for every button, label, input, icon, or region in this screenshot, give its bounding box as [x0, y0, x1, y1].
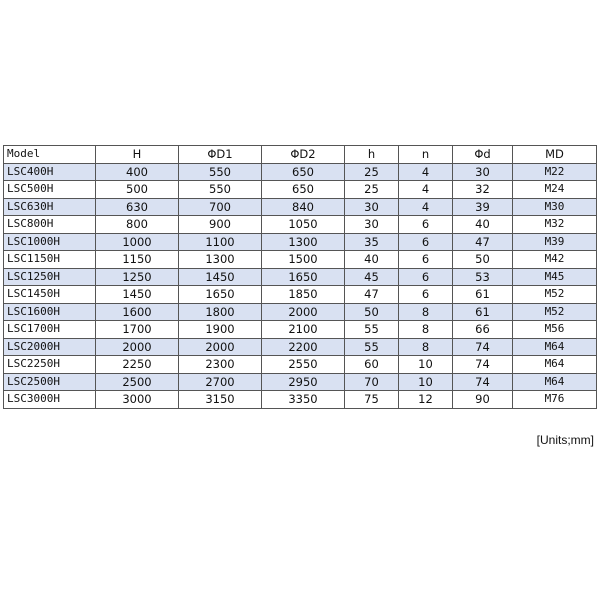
cell-h: 3000 — [96, 391, 179, 409]
units-note: [Units;mm] — [536, 433, 594, 447]
cell-md: M24 — [513, 181, 597, 199]
cell-d-hole: 66 — [453, 321, 513, 339]
cell-h-small: 50 — [345, 303, 399, 321]
cell-d2: 1300 — [262, 233, 345, 251]
cell-h-small: 40 — [345, 251, 399, 269]
cell-h: 630 — [96, 198, 179, 216]
cell-d2: 1650 — [262, 268, 345, 286]
cell-d2: 2100 — [262, 321, 345, 339]
cell-model: LSC1600H — [4, 303, 96, 321]
table-row — [4, 251, 597, 269]
cell-h: 1150 — [96, 251, 179, 269]
table-row — [4, 286, 597, 304]
cell-d1: 550 — [179, 163, 262, 181]
cell-h-small: 55 — [345, 321, 399, 339]
cell-md: M56 — [513, 321, 597, 339]
cell-d-hole: 39 — [453, 198, 513, 216]
table-body — [4, 163, 597, 408]
header-h-small: h — [345, 146, 399, 164]
header-n-count: n — [399, 146, 453, 164]
cell-d1: 3150 — [179, 391, 262, 409]
cell-h-small: 30 — [345, 198, 399, 216]
cell-h-small: 55 — [345, 338, 399, 356]
table-row — [4, 321, 597, 339]
cell-n: 6 — [399, 286, 453, 304]
cell-d-hole: 53 — [453, 268, 513, 286]
cell-n: 6 — [399, 268, 453, 286]
cell-model: LSC500H — [4, 181, 96, 199]
table-row — [4, 181, 597, 199]
cell-d2: 2950 — [262, 373, 345, 391]
cell-h: 1250 — [96, 268, 179, 286]
cell-d1: 900 — [179, 216, 262, 234]
cell-d1: 1300 — [179, 251, 262, 269]
cell-h: 1600 — [96, 303, 179, 321]
table-row — [4, 216, 597, 234]
cell-n: 4 — [399, 198, 453, 216]
cell-model: LSC630H — [4, 198, 96, 216]
cell-model: LSC1450H — [4, 286, 96, 304]
cell-md: M64 — [513, 356, 597, 374]
cell-md: M22 — [513, 163, 597, 181]
cell-md: M32 — [513, 216, 597, 234]
cell-h-small: 25 — [345, 163, 399, 181]
cell-model: LSC1000H — [4, 233, 96, 251]
cell-md: M45 — [513, 268, 597, 286]
cell-h: 1700 — [96, 321, 179, 339]
table-row — [4, 356, 597, 374]
cell-model: LSC800H — [4, 216, 96, 234]
cell-n: 10 — [399, 356, 453, 374]
cell-d2: 2000 — [262, 303, 345, 321]
cell-d1: 2300 — [179, 356, 262, 374]
table-row — [4, 373, 597, 391]
cell-n: 8 — [399, 321, 453, 339]
cell-h-small: 35 — [345, 233, 399, 251]
cell-d-hole: 61 — [453, 286, 513, 304]
cell-n: 10 — [399, 373, 453, 391]
cell-model: LSC2500H — [4, 373, 96, 391]
cell-h-small: 60 — [345, 356, 399, 374]
cell-h-small: 30 — [345, 216, 399, 234]
table-row — [4, 303, 597, 321]
cell-d1: 1450 — [179, 268, 262, 286]
cell-model: LSC400H — [4, 163, 96, 181]
cell-d1: 1900 — [179, 321, 262, 339]
cell-d1: 550 — [179, 181, 262, 199]
cell-d1: 1650 — [179, 286, 262, 304]
cell-h-small: 45 — [345, 268, 399, 286]
cell-h: 2000 — [96, 338, 179, 356]
header-md-bolt: MD — [513, 146, 597, 164]
cell-md: M39 — [513, 233, 597, 251]
header-row — [4, 146, 597, 164]
cell-d2: 1500 — [262, 251, 345, 269]
cell-h: 1450 — [96, 286, 179, 304]
cell-n: 6 — [399, 233, 453, 251]
cell-md: M30 — [513, 198, 597, 216]
table-row — [4, 338, 597, 356]
cell-model: LSC2250H — [4, 356, 96, 374]
cell-model: LSC1250H — [4, 268, 96, 286]
cell-h-small: 25 — [345, 181, 399, 199]
cell-d-hole: 61 — [453, 303, 513, 321]
cell-h: 400 — [96, 163, 179, 181]
cell-md: M52 — [513, 303, 597, 321]
cell-d1: 2700 — [179, 373, 262, 391]
cell-d-hole: 47 — [453, 233, 513, 251]
cell-md: M64 — [513, 373, 597, 391]
cell-n: 8 — [399, 303, 453, 321]
cell-d2: 1050 — [262, 216, 345, 234]
cell-h: 800 — [96, 216, 179, 234]
table-row — [4, 233, 597, 251]
table-row — [4, 198, 597, 216]
cell-d2: 650 — [262, 163, 345, 181]
cell-h: 1000 — [96, 233, 179, 251]
cell-d2: 650 — [262, 181, 345, 199]
cell-d-hole: 50 — [453, 251, 513, 269]
cell-h-small: 47 — [345, 286, 399, 304]
cell-model: LSC1700H — [4, 321, 96, 339]
table-row — [4, 163, 597, 181]
cell-d1: 2000 — [179, 338, 262, 356]
cell-d2: 840 — [262, 198, 345, 216]
cell-d-hole: 74 — [453, 338, 513, 356]
cell-d2: 1850 — [262, 286, 345, 304]
cell-n: 4 — [399, 163, 453, 181]
table-header — [4, 146, 597, 164]
cell-d2: 3350 — [262, 391, 345, 409]
cell-md: M42 — [513, 251, 597, 269]
table-row — [4, 268, 597, 286]
cell-d2: 2200 — [262, 338, 345, 356]
header-h-height: H — [96, 146, 179, 164]
cell-d-hole: 32 — [453, 181, 513, 199]
cell-n: 6 — [399, 251, 453, 269]
cell-d-hole: 74 — [453, 356, 513, 374]
header-d-hole-diameter: Φd — [453, 146, 513, 164]
table-row — [4, 391, 597, 409]
cell-d-hole: 90 — [453, 391, 513, 409]
cell-n: 12 — [399, 391, 453, 409]
cell-model: LSC3000H — [4, 391, 96, 409]
cell-n: 6 — [399, 216, 453, 234]
cell-d1: 1100 — [179, 233, 262, 251]
cell-d1: 700 — [179, 198, 262, 216]
cell-d2: 2550 — [262, 356, 345, 374]
cell-model: LSC1150H — [4, 251, 96, 269]
cell-d-hole: 40 — [453, 216, 513, 234]
cell-h: 2250 — [96, 356, 179, 374]
cell-md: M64 — [513, 338, 597, 356]
cell-d-hole: 30 — [453, 163, 513, 181]
cell-md: M52 — [513, 286, 597, 304]
spec-table — [3, 145, 597, 409]
cell-md: M76 — [513, 391, 597, 409]
cell-h-small: 70 — [345, 373, 399, 391]
cell-h: 500 — [96, 181, 179, 199]
cell-h: 2500 — [96, 373, 179, 391]
cell-h-small: 75 — [345, 391, 399, 409]
header-d2-diameter: ΦD2 — [262, 146, 345, 164]
cell-d1: 1800 — [179, 303, 262, 321]
cell-n: 8 — [399, 338, 453, 356]
header-model: Model — [4, 146, 96, 164]
cell-model: LSC2000H — [4, 338, 96, 356]
cell-d-hole: 74 — [453, 373, 513, 391]
cell-n: 4 — [399, 181, 453, 199]
header-d1-diameter: ΦD1 — [179, 146, 262, 164]
